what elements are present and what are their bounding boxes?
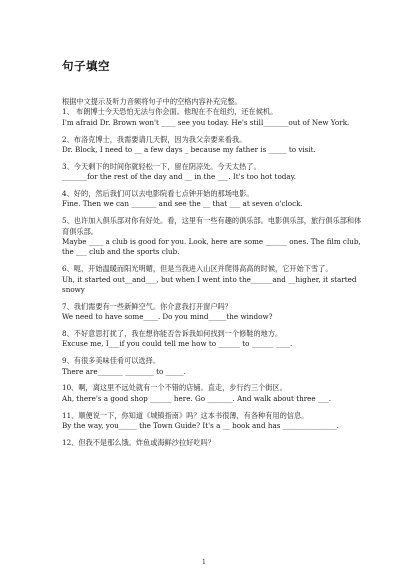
chinese-prompt: 9、有很多美味佳肴可以选择。 [62, 356, 161, 366]
exercise-item-3 [62, 162, 362, 183]
english-sentence: Ah, there's a good shop ______ here. Go _______. And walk about three ___. [62, 393, 332, 403]
english-sentence: Maybe ____ a club is good for you. Look, here are some ______ ones. The film club, the ___ club and the sports club. [62, 237, 361, 257]
english-sentence: There are_______ ________ to _____. [62, 366, 186, 376]
chinese-prompt: 7、我们需要有一些新鲜空气。你介意我打开窗户吗？ [62, 301, 232, 311]
english-sentence: Fine. Then we can _______ and see the __ that ___ at seven o'clock. [62, 199, 303, 209]
exercise-item-5 [62, 216, 362, 258]
exercise-item-7 [62, 302, 362, 323]
chinese-prompt: 6、呃，开始温暖而阳光明媚，但是当我进入山区并爬得高高的时候，它开始下雪了。 [62, 264, 333, 274]
exercise-item-8 [62, 329, 362, 350]
chinese-prompt: 4、好的，然后我们可以去电影院看七点钟开始的那场电影。 [62, 189, 254, 199]
chinese-prompt: 10、啊，离这里不远处就有一个不错的店铺。直走，步行约三个街区。 [62, 383, 287, 393]
chinese-prompt: 1、 布朗博士今天恐怕无法与你会面。他现在不在纽约，还在候机。 [62, 107, 278, 117]
page-title: 句子填空 [62, 59, 110, 73]
chinese-prompt: 12、但我不是那么饿。炸鱼或海鲜沙拉好吃吗？ [62, 437, 215, 447]
english-sentence: We need to have some____. Do you mind_____the window? [62, 312, 273, 322]
chinese-prompt: 5、也许加入俱乐部对你有好处。看，这里有一些有趣的俱乐部。电影俱乐部，旅行俱乐部和体育俱乐部。 [62, 216, 362, 236]
exercise-item-4 [62, 189, 362, 210]
exercise-item-1 [62, 107, 362, 128]
exercise-item-12 [62, 438, 362, 448]
exercise-item-6 [62, 264, 362, 295]
english-sentence: Dr. Block, I need to __ a few days _ because my father is _____ to visit. [62, 145, 316, 155]
english-sentence: Excuse me, I___if you could tell me how to ______ to ______ ____. [62, 339, 293, 349]
english-sentence: _______for the rest of the day and __ in the ___. It's too hot today. [62, 172, 297, 182]
chinese-prompt: 11、顺便说一下，你知道《城镇指南》吗？这本书很薄，有各种有用的信息。 [62, 410, 309, 420]
exercise-item-2 [62, 135, 362, 156]
exercise-item-9 [62, 356, 362, 377]
english-sentence: By the way, you_____ the Town Guide? It's a __ book and has _______________. [62, 421, 339, 431]
page-number: 1 [201, 558, 207, 566]
english-sentence: Uh, it started out__and___, but when I went into the______and __higher, it started snowy [62, 274, 357, 295]
chinese-prompt: 8、不好意思打扰了，我在想你能否告诉我如何找到一个修鞋的地方。 [62, 329, 283, 339]
chinese-prompt: 3、今天剩下的时间你就轻松一下，留在阴凉处。今天太热了。 [62, 161, 261, 171]
instructions: 根据中文提示及听力音频将句子中的空格内容补充完整。 [62, 97, 242, 106]
chinese-prompt: 2、布洛克博士，我需要请几天假，因为我父亲要来看我。 [62, 134, 247, 144]
english-sentence: I'm afraid Dr. Brown won't ____ see you today. He's still_______out of New York. [62, 117, 350, 127]
exercise-content [62, 97, 362, 455]
exercise-item-10 [62, 383, 362, 404]
exercise-item-11 [62, 411, 362, 432]
